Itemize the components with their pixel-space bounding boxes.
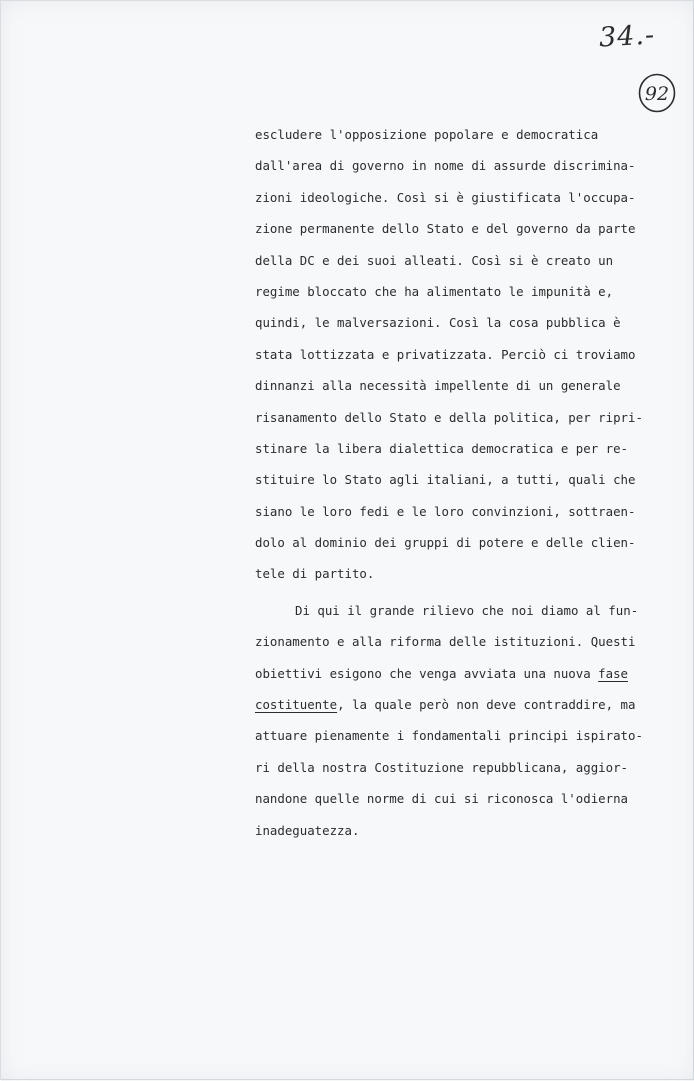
text-line: stinare la libera dialettica democratica e per re- bbox=[255, 440, 628, 456]
underlined-text: fase bbox=[598, 665, 628, 681]
text-line: ri della nostra Costituzione repubblicana, aggior- bbox=[255, 759, 628, 775]
text-line: quindi, le malversazioni. Così la cosa pubblica è bbox=[255, 315, 621, 331]
text-line: dall'area di governo in nome di assurde discrimina- bbox=[255, 158, 636, 174]
text-line: Di qui il grande rilievo che noi diamo al fun- bbox=[295, 602, 639, 618]
text-fragment: obiettivi esigono che venga avviata una nuova bbox=[255, 665, 599, 681]
text-line: tele di partito. bbox=[255, 566, 375, 582]
text-line: nandone quelle norme di cui si riconosca l'odierna bbox=[255, 791, 628, 807]
text-line: della DC e dei suoi alleati. Così si è creato un bbox=[255, 252, 614, 268]
text-line: stituire lo Stato agli italiani, a tutti, quali che bbox=[255, 472, 636, 488]
text-line: zioni ideologiche. Così si è giustificata l'occupa- bbox=[255, 189, 636, 205]
text-line: dinnanzi alla necessità impellente di un generale bbox=[255, 378, 621, 394]
page-stamp bbox=[637, 72, 677, 114]
text-line bbox=[255, 689, 636, 720]
text-line: escludere l'opposizione popolare e democratica bbox=[255, 127, 599, 142]
stamp-number: 92 bbox=[644, 83, 670, 105]
text-fragment: , la quale però non deve contraddire, ma bbox=[337, 697, 636, 713]
text-line: inadeguatezza. bbox=[255, 822, 360, 838]
text-line: siano le loro fedi e le loro convinzioni, sottraen- bbox=[255, 503, 636, 519]
text-line: risanamento dello Stato e della politica, per ripri- bbox=[255, 409, 643, 425]
text-line: dolo al dominio dei gruppi di potere e delle clien- bbox=[255, 535, 636, 551]
text-line: regime bloccato che ha alimentato le impunità e, bbox=[255, 283, 614, 299]
page-number: 34.- bbox=[598, 19, 656, 54]
text-line: zionamento e alla riforma delle istituzioni. Questi bbox=[255, 634, 636, 650]
body-text bbox=[255, 119, 643, 846]
text-line bbox=[255, 658, 628, 689]
stamp-circle-icon bbox=[637, 72, 677, 114]
underlined-text: costituente bbox=[255, 697, 338, 713]
text-line: zione permanente dello Stato e del governo da parte bbox=[255, 221, 636, 237]
text-line: attuare pienamente i fondamentali principi ispirato- bbox=[255, 728, 643, 744]
text-line: stata lottizzata e privatizzata. Perciò ci troviamo bbox=[255, 346, 636, 362]
